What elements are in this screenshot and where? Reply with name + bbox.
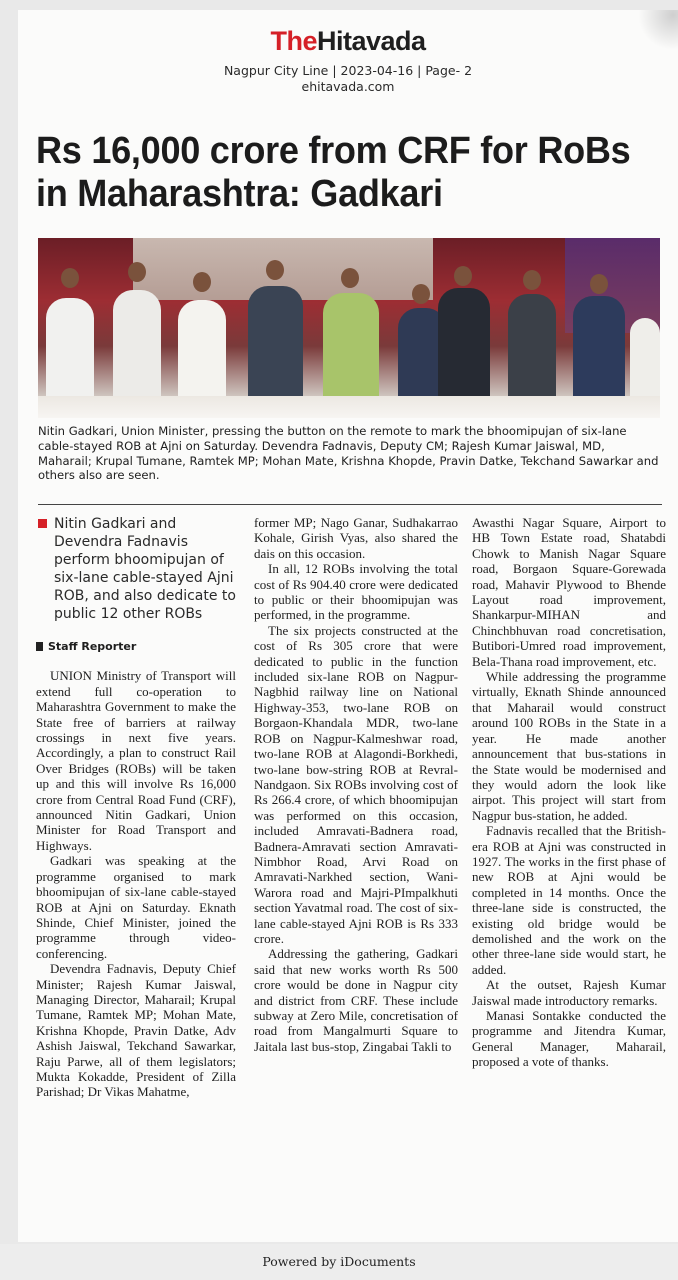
site-link[interactable]: ehitavada.com	[301, 79, 395, 94]
newspaper-logo: TheHitavada	[270, 26, 426, 56]
article-deck: Nitin Gadkari and Devendra Fadnavis perform bhoomipujan of six-lane cable-stayed Ajni ROB, and also dedicate to public 12 other ROBs	[36, 515, 236, 623]
paragraph: UNION Ministry of Transport will extend full co-operation to Maharashtra Government to make the State free of barriers at railway crossings in next five years. Accordingly, a plan to construct Rail Over Bridges (ROBs) will be taken up and this will involve Rs 16,000 crore from Central Road Fund (CRF), announced Nitin Gadkari, Union Minister for Road Transport and Highways.	[36, 668, 236, 853]
newspaper-page	[18, 10, 678, 1242]
byline: Staff Reporter	[36, 639, 236, 654]
article-column-2	[254, 515, 458, 1054]
paragraph: Addressing the gathering, Gadkari said that new works worth Rs 500 crore would be done in Nagpur city and district from CRF. These include subway at Zero Mile, concretisation of road from Mangalmurti Square to Jaitala last bus-stop, Zingabai Takli to	[254, 946, 458, 1054]
person-head	[128, 262, 146, 282]
article-column-1	[36, 515, 236, 1100]
article-headline: Rs 16,000 crore from CRF for RoBs in Maharashtra: Gadkari	[36, 130, 631, 215]
paragraph: In all, 12 ROBs involving the total cost of Rs 904.40 crore were dedicated to public or their bhoomipujan was performed, in the programme.	[254, 561, 458, 623]
stage-floor	[38, 396, 660, 418]
paragraph: Gadkari was speaking at the programme organised to mark bhoomipujan of six-lane cable-stayed ROB at Ajni on Saturday. Eknath Shinde, Chief Minister, joined the programme through video-conferencing.	[36, 853, 236, 961]
caption-divider	[38, 504, 662, 505]
photo-caption: Nitin Gadkari, Union Minister, pressing the button on the remote to mark the bhoomipujan of six-lane cable-stayed ROB at Ajni on Saturday. Devendra Fadnavis, Deputy CM; Rajesh Kumar Jaiswal, MD, Maharail; Krupal Tumane, Ramtek MP; Mohan Mate, Krishna Khopde, Pravin Datke, Tekchand Sawarkar and others also are seen.	[38, 424, 659, 483]
person-head	[590, 274, 608, 294]
person-head	[454, 266, 472, 286]
deck-bullet-icon	[38, 519, 47, 528]
article-photo	[38, 238, 660, 418]
person-head	[341, 268, 359, 288]
paragraph: Fadnavis recalled that the British-era ROB at Ajni was constructed in 1927. The works in the first phase of new ROB at Ajni would be completed in 14 months. Once the three-lane side is constructed, the existing old bridge would be demolished and the work on the other three-lane side would start, he added.	[472, 823, 666, 977]
paragraph: The six projects constructed at the cost of Rs 305 crore that were dedicated to public in the function included six-lane ROB on Nagpur-Nagbhid railway line on National Highway-353, two-lane ROB on Borgaon-Khandala MDR, two-lane ROB on Nagpur-Kalmeshwar road, two-lane ROB at Alagondi-Borkhedi, two-lane bow-string ROB at Revral-Nandgaon. Six ROBs involving cost of Rs 266.4 crore, of which bhoomipujan was performed on this occasion, included Amravati-Badnera road, Badnera-Amravati section Amravati-Nimbhor Road, Arvi Road on Amravati-Narkhed section, Wani-Warora road and Majri-PImpalkhuti section Yavatmal road. The cost of six-lane cable-stayed Ajni ROB is Rs 333 crore.	[254, 622, 458, 946]
paragraph: Awasthi Nagar Square, Airport to HB Town Estate road, Shatabdi Chowk to Manish Nagar Square road, Borgaon Square-Gorewada road, Mahavir Plywood to Bhende Layout road improvement, Shankarpur-MIHAN and Chinchbhuvan road concretisation, Butibori-Umred road improvement, Bela-Thana road improvement, etc.	[472, 515, 666, 669]
powered-by-footer[interactable]: Powered by iDocuments	[0, 1244, 678, 1280]
paragraph: At the outset, Rajesh Kumar Jaiswal made introductory remarks.	[472, 977, 666, 1008]
byline-bullet-icon	[36, 642, 43, 651]
paragraph: former MP; Nago Ganar, Sudhakarrao Kohale, Girish Vyas, also shared the dais on this occasion.	[254, 515, 458, 561]
person-head	[61, 268, 79, 288]
person-head	[266, 260, 284, 280]
paragraph: While addressing the programme virtually, Eknath Shinde announced that Maharail would construct around 100 ROBs in the State in a year. He made another announcement that bus-stations in the State would be modernised and they would adorn the look like airpot. This project will start from Nagpur bus-station, he added.	[472, 669, 666, 823]
edition-meta: Nagpur City Line | 2023-04-16 | Page- 2	[223, 63, 473, 78]
article-column-3	[472, 515, 666, 1070]
paragraph: Devendra Fadnavis, Deputy Chief Minister; Rajesh Kumar Jaiswal, Managing Director, Maharail; Krupal Tumane, Ramtek MP; Mohan Mate, Krishna Khopde, Pravin Datke, Adv Ashish Jaiswal, Tekchand Sawarkar, Raju Parwe, all of them legislators; Mukta Kokadde, President of Zilla Parishad; Dr Vikas Mahatme,	[36, 961, 236, 1100]
masthead	[18, 26, 678, 95]
paragraph: Manasi Sontakke conducted the programme and Jitendra Kumar, General Manager, Maharail, proposed a vote of thanks.	[472, 1008, 666, 1070]
person-head	[193, 272, 211, 292]
person-head	[523, 270, 541, 290]
person-head	[412, 284, 430, 304]
